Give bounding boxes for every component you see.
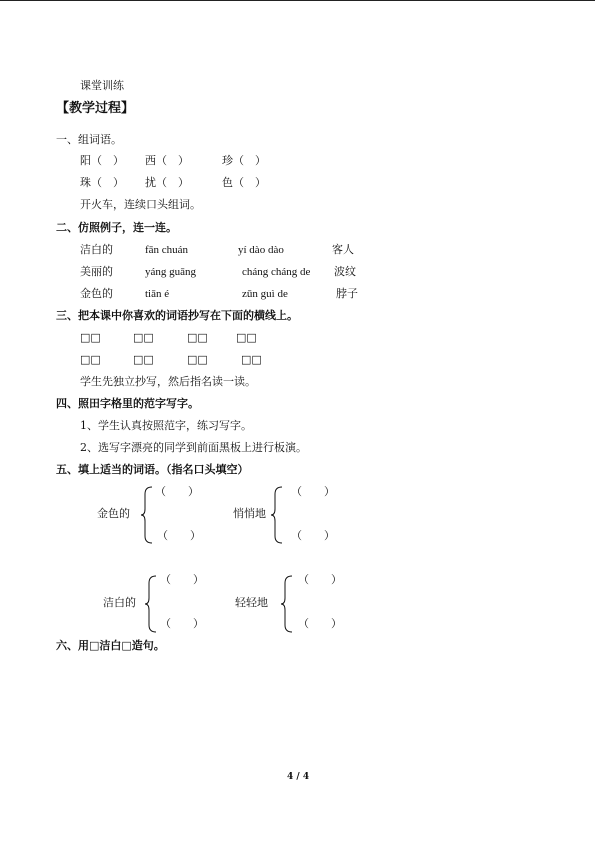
s3-title: 三、把本课中你喜欢的词语抄写在下面的横线上。: [56, 309, 298, 322]
left-brace: [145, 575, 157, 633]
intro-text: 课堂训练: [80, 79, 124, 92]
s4-item: 2、选写字漂亮的同学到前面黑板上进行板演。: [80, 441, 307, 454]
s2-pinyin: cháng cháng de: [242, 266, 311, 278]
s3-box: □□: [187, 353, 208, 366]
left-brace: [141, 486, 153, 544]
s3-box: □□: [236, 331, 257, 344]
s5-title: 五、填上适当的词语。（指名口头填空）: [56, 463, 249, 476]
s2-pinyin: yí dào dào: [238, 244, 284, 256]
top-rule: [0, 0, 595, 1]
s2-word: 美丽的: [80, 265, 113, 278]
s1-row2-item: 色（ ）: [222, 176, 266, 189]
s3-box: □□: [241, 353, 262, 366]
left-brace: [271, 486, 283, 544]
s1-row2-item: 珠（ ）: [80, 176, 124, 189]
s1-note: 开火车，连续口头组词。: [80, 198, 201, 211]
s2-pinyin: fān chuán: [145, 244, 189, 256]
s5-blank: （ ）: [298, 617, 342, 630]
s3-box: □□: [187, 331, 208, 344]
s6-title: 六、用□洁白□造句。: [56, 639, 165, 652]
s5-blank: （ ）: [155, 485, 199, 498]
s3-box: □□: [133, 353, 154, 366]
s5-blank: （ ）: [291, 529, 335, 542]
s3-note: 学生先独立抄写，然后指名读一读。: [80, 375, 256, 388]
s2-word: 脖子: [336, 287, 358, 300]
s4-title: 四、照田字格里的范字写字。: [56, 397, 199, 410]
s1-row1-item: 西（ ）: [145, 154, 189, 167]
s3-box: □□: [80, 331, 101, 344]
s5-blank: （ ）: [160, 573, 204, 586]
s2-word: 客人: [332, 243, 354, 256]
s5-blank: （ ）: [160, 617, 204, 630]
s5-blank: （ ）: [291, 485, 335, 498]
s4-item: 1、学生认真按照范字，练习写字。: [80, 419, 252, 432]
s3-box: □□: [80, 353, 101, 366]
s5-blank: （ ）: [157, 529, 201, 542]
s1-row1-item: 珍（ ）: [222, 154, 266, 167]
s2-title: 二、仿照例子，连一连。: [56, 221, 177, 234]
s5-word: 轻轻地: [235, 596, 268, 609]
s1-row2-item: 扰（ ）: [145, 176, 189, 189]
s2-word: 波纹: [334, 265, 356, 278]
s2-word: 洁白的: [80, 243, 113, 256]
s5-blank: （ ）: [298, 573, 342, 586]
s3-box: □□: [133, 331, 154, 344]
s5-word: 悄悄地: [233, 507, 266, 520]
s2-word: 金色的: [80, 287, 113, 300]
s2-pinyin: tiān é: [145, 288, 170, 300]
left-brace: [281, 575, 293, 633]
s5-word: 金色的: [97, 507, 130, 520]
section-heading: 【教学过程】: [56, 101, 135, 116]
s2-pinyin: zūn guì de: [242, 288, 288, 300]
page-number: 4 / 4: [287, 772, 310, 782]
s1-title: 一、组词语。: [56, 133, 122, 146]
s2-pinyin: yáng guāng: [145, 266, 197, 278]
s1-row1-item: 阳（ ）: [80, 154, 124, 167]
s5-word: 洁白的: [103, 596, 136, 609]
